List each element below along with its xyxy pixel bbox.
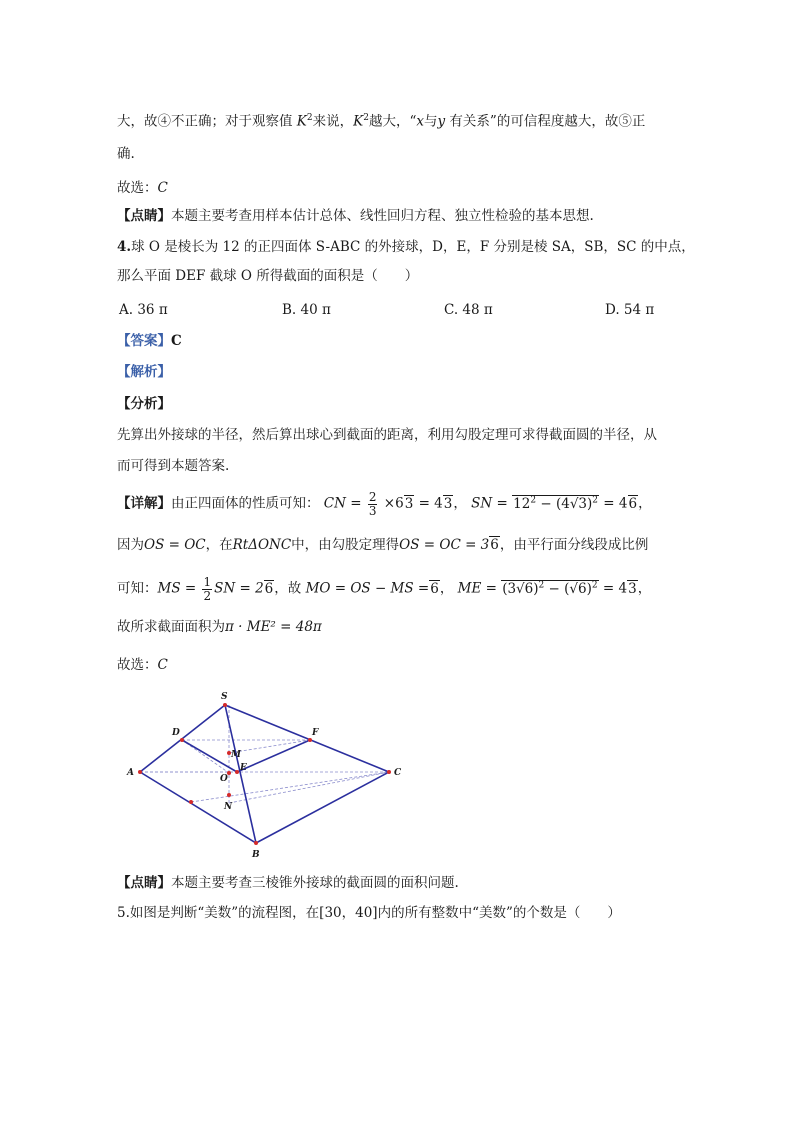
question-4-line-1: 4.球 O 是棱长为 12 的正四面体 S-ABC 的外接球，D，E，F 分别是棱 SA，SB，SC 的中点， xyxy=(117,239,695,255)
choice-b: B. 40 π xyxy=(282,302,331,318)
choice-d: D. 54 π xyxy=(605,302,655,318)
fenxi-label: 【分析】 xyxy=(117,396,171,412)
point-e xyxy=(235,770,239,774)
fenxi-line-1: 先算出外接球的半径，然后算出球心到截面的距离，利用勾股定理可求得截面圆的半径，从 xyxy=(117,427,657,443)
xiangjie-line-4: 故所求截面面积为π · ME² = 48π xyxy=(117,619,322,635)
label-a: A xyxy=(127,768,134,778)
fenxi-line-2: 而可得到本题答案. xyxy=(117,458,230,474)
text-line-3: 故选：C xyxy=(117,180,168,196)
xiangjie-line-3: 可知：MS = $\frac{1}{2}$ SN = 26，故 MO = OS − MS =6， ME = $(3√6)^2 - (√6)^2 = 43$， xyxy=(117,574,652,603)
dianjing-line-1: 【点睛】本题主要考查用样本估计总体、线性回归方程、独立性检验的基本思想. xyxy=(117,208,594,224)
label-d: D xyxy=(172,728,180,738)
label-s: S xyxy=(221,692,228,702)
jiexi-label: 【解析】 xyxy=(117,364,171,380)
point-c xyxy=(387,770,391,774)
point-n xyxy=(227,793,231,797)
label-m: M xyxy=(231,750,241,760)
question-4-line-2: 那么平面 DEF 截球 O 所得截面的面积是（ ） xyxy=(117,268,419,284)
point-d xyxy=(180,738,184,742)
point-b xyxy=(254,841,258,845)
label-c: C xyxy=(394,768,402,778)
xiangjie-line-2: 因为OS = OC，在RtΔONC中，由勾股定理得OS = OC = 36，由平行面分线段成比例 xyxy=(117,537,649,553)
xiangjie-line-5: 故选：C xyxy=(117,657,168,673)
point-s xyxy=(223,703,227,707)
label-n: N xyxy=(224,802,233,812)
point-a xyxy=(138,770,142,774)
choice-c: C. 48 π xyxy=(444,302,493,318)
label-e: E xyxy=(240,763,247,773)
tetrahedron-figure xyxy=(117,685,417,865)
label-b: B xyxy=(252,850,260,860)
text-line-2: 确. xyxy=(117,146,135,162)
choice-a: A. 36 π xyxy=(119,302,168,318)
answer-line: 【答案】C xyxy=(117,333,182,349)
xiangjie-line-1: 【详解】由正四面体的性质可知： CN = $\frac{2}{3}$ ×63 = 43， SN = $12^2 - (4√3)^2 = 46$， xyxy=(117,489,652,518)
question-5-line: 5.如图是判断“美数”的流程图，在[30，40]内的所有整数中“美数”的个数是（ ） xyxy=(117,905,621,921)
label-o: O xyxy=(220,774,228,784)
point-mid-ab xyxy=(189,800,193,804)
point-f xyxy=(308,738,312,742)
text-line-1: 大，故④不正确；对于观察值 $K^2$来说，$K^2$越大，“x与y 有关系”的可信程度越大，故⑤正 xyxy=(117,113,646,130)
dianjing-line-2: 【点睛】本题主要考查三棱锥外接球的截面圆的面积问题. xyxy=(117,875,459,891)
label-f: F xyxy=(312,728,319,738)
